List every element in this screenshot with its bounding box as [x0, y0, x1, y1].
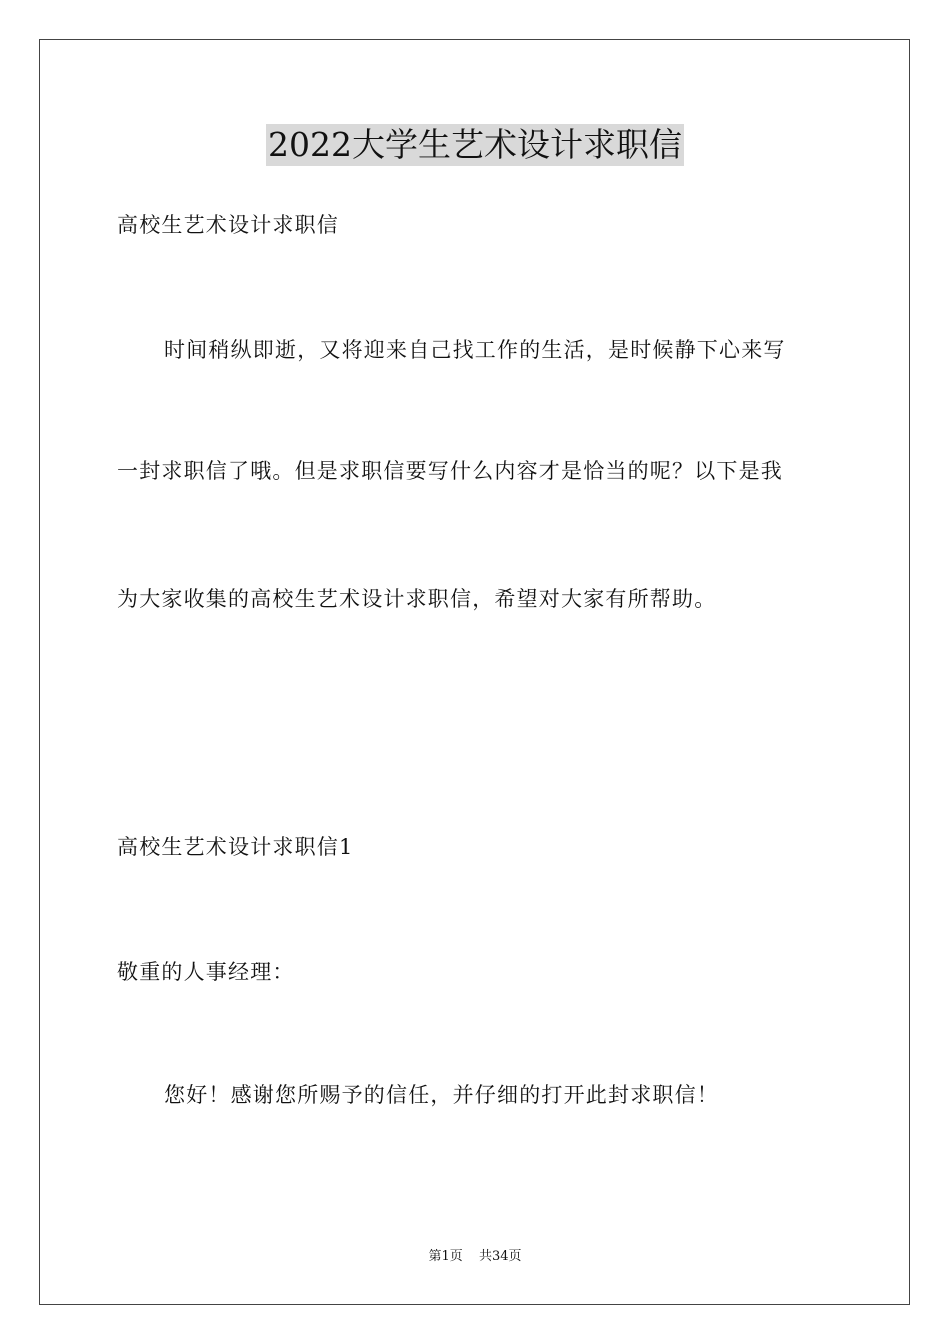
paragraph-line-3: 为大家收集的高校生艺术设计求职信，希望对大家有所帮助。 — [117, 587, 717, 611]
document-title: 2022大学生艺术设计求职信 — [268, 125, 682, 164]
page-total: 共34页 — [478, 1249, 522, 1264]
section-heading: 高校生艺术设计求职信1 — [117, 835, 354, 859]
salutation: 敬重的人事经理： — [117, 960, 295, 984]
title-container — [0, 124, 950, 166]
page-number: 第1页 — [428, 1249, 463, 1264]
paragraph-line-2: 一封求职信了哦。但是求职信要写什么内容才是恰当的呢？以下是我 — [117, 459, 783, 483]
greeting-paragraph: 您好！感谢您所赐予的信任，并仔细的打开此封求职信！ — [164, 1083, 719, 1107]
paragraph-line-1: 时间稍纵即逝，又将迎来自己找工作的生活，是时候静下心来写 — [164, 338, 786, 362]
subtitle: 高校生艺术设计求职信 — [117, 213, 339, 237]
page-footer — [0, 1248, 950, 1266]
